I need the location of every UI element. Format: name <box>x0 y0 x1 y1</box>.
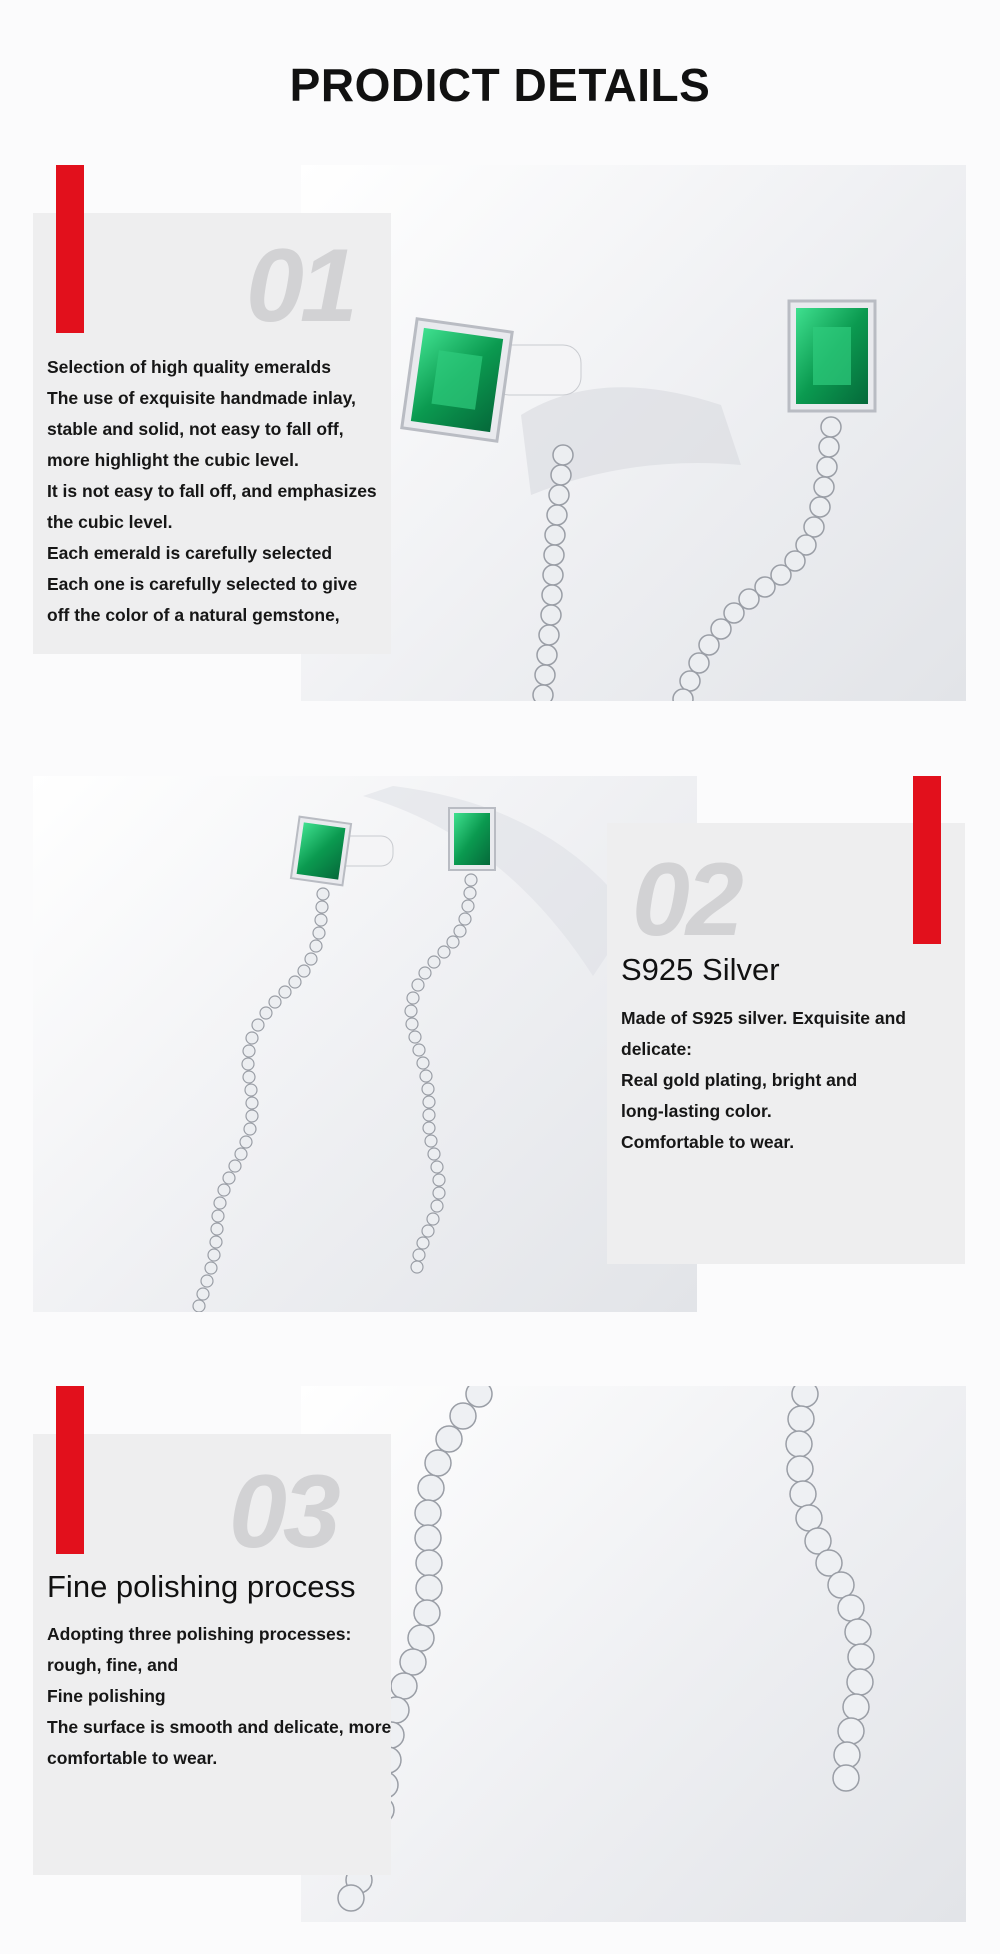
text-line: The surface is smooth and delicate, more <box>47 1717 392 1737</box>
text-line: the cubic level. <box>47 512 173 532</box>
text-line: Each one is carefully selected to give <box>47 574 358 594</box>
text-line: Selection of high quality emeralds <box>47 357 331 377</box>
product-photo-2 <box>33 776 697 1312</box>
section-heading-3: Fine polishing process <box>47 1569 356 1604</box>
text-line: delicate: <box>621 1039 692 1059</box>
text-line: off the color of a natural gemstone, <box>47 605 340 625</box>
product-photo-1 <box>301 165 966 701</box>
text-line: Made of S925 silver. Exquisite and <box>621 1008 906 1028</box>
text-line: Comfortable to wear. <box>621 1132 795 1152</box>
page-title: PRODICT DETAILS <box>289 59 711 111</box>
earrings-illustration-2 <box>33 776 697 1312</box>
text-line: The use of exquisite handmade inlay, <box>47 388 356 408</box>
text-line: Each emerald is carefully selected <box>47 543 333 563</box>
section-number-1: 01 <box>246 228 354 344</box>
text-line: It is not easy to fall off, and emphasizes <box>47 481 377 501</box>
text-line: Real gold plating, bright and <box>621 1070 858 1090</box>
text-line: Adopting three polishing processes: <box>47 1624 352 1644</box>
text-line: stable and solid, not easy to fall off, <box>47 419 344 439</box>
accent-bar-2 <box>913 776 941 944</box>
text-line: rough, fine, and <box>47 1655 179 1675</box>
text-line: comfortable to wear. <box>47 1748 218 1768</box>
accent-bar-3 <box>56 1386 84 1554</box>
section-number-2: 02 <box>632 842 740 958</box>
section-text-2 <box>621 1003 906 1158</box>
earrings-illustration-1 <box>301 165 966 701</box>
section-text-1 <box>47 352 377 631</box>
section-text-3 <box>47 1619 391 1774</box>
section-number-3: 03 <box>229 1454 337 1570</box>
product-photo-3 <box>301 1386 966 1922</box>
section-heading-2: S925 Silver <box>621 952 780 987</box>
text-line: long-lasting color. <box>621 1101 772 1121</box>
text-line: more highlight the cubic level. <box>47 450 299 470</box>
accent-bar-1 <box>56 165 84 333</box>
earrings-illustration-3 <box>301 1386 966 1922</box>
text-line: Fine polishing <box>47 1686 166 1706</box>
